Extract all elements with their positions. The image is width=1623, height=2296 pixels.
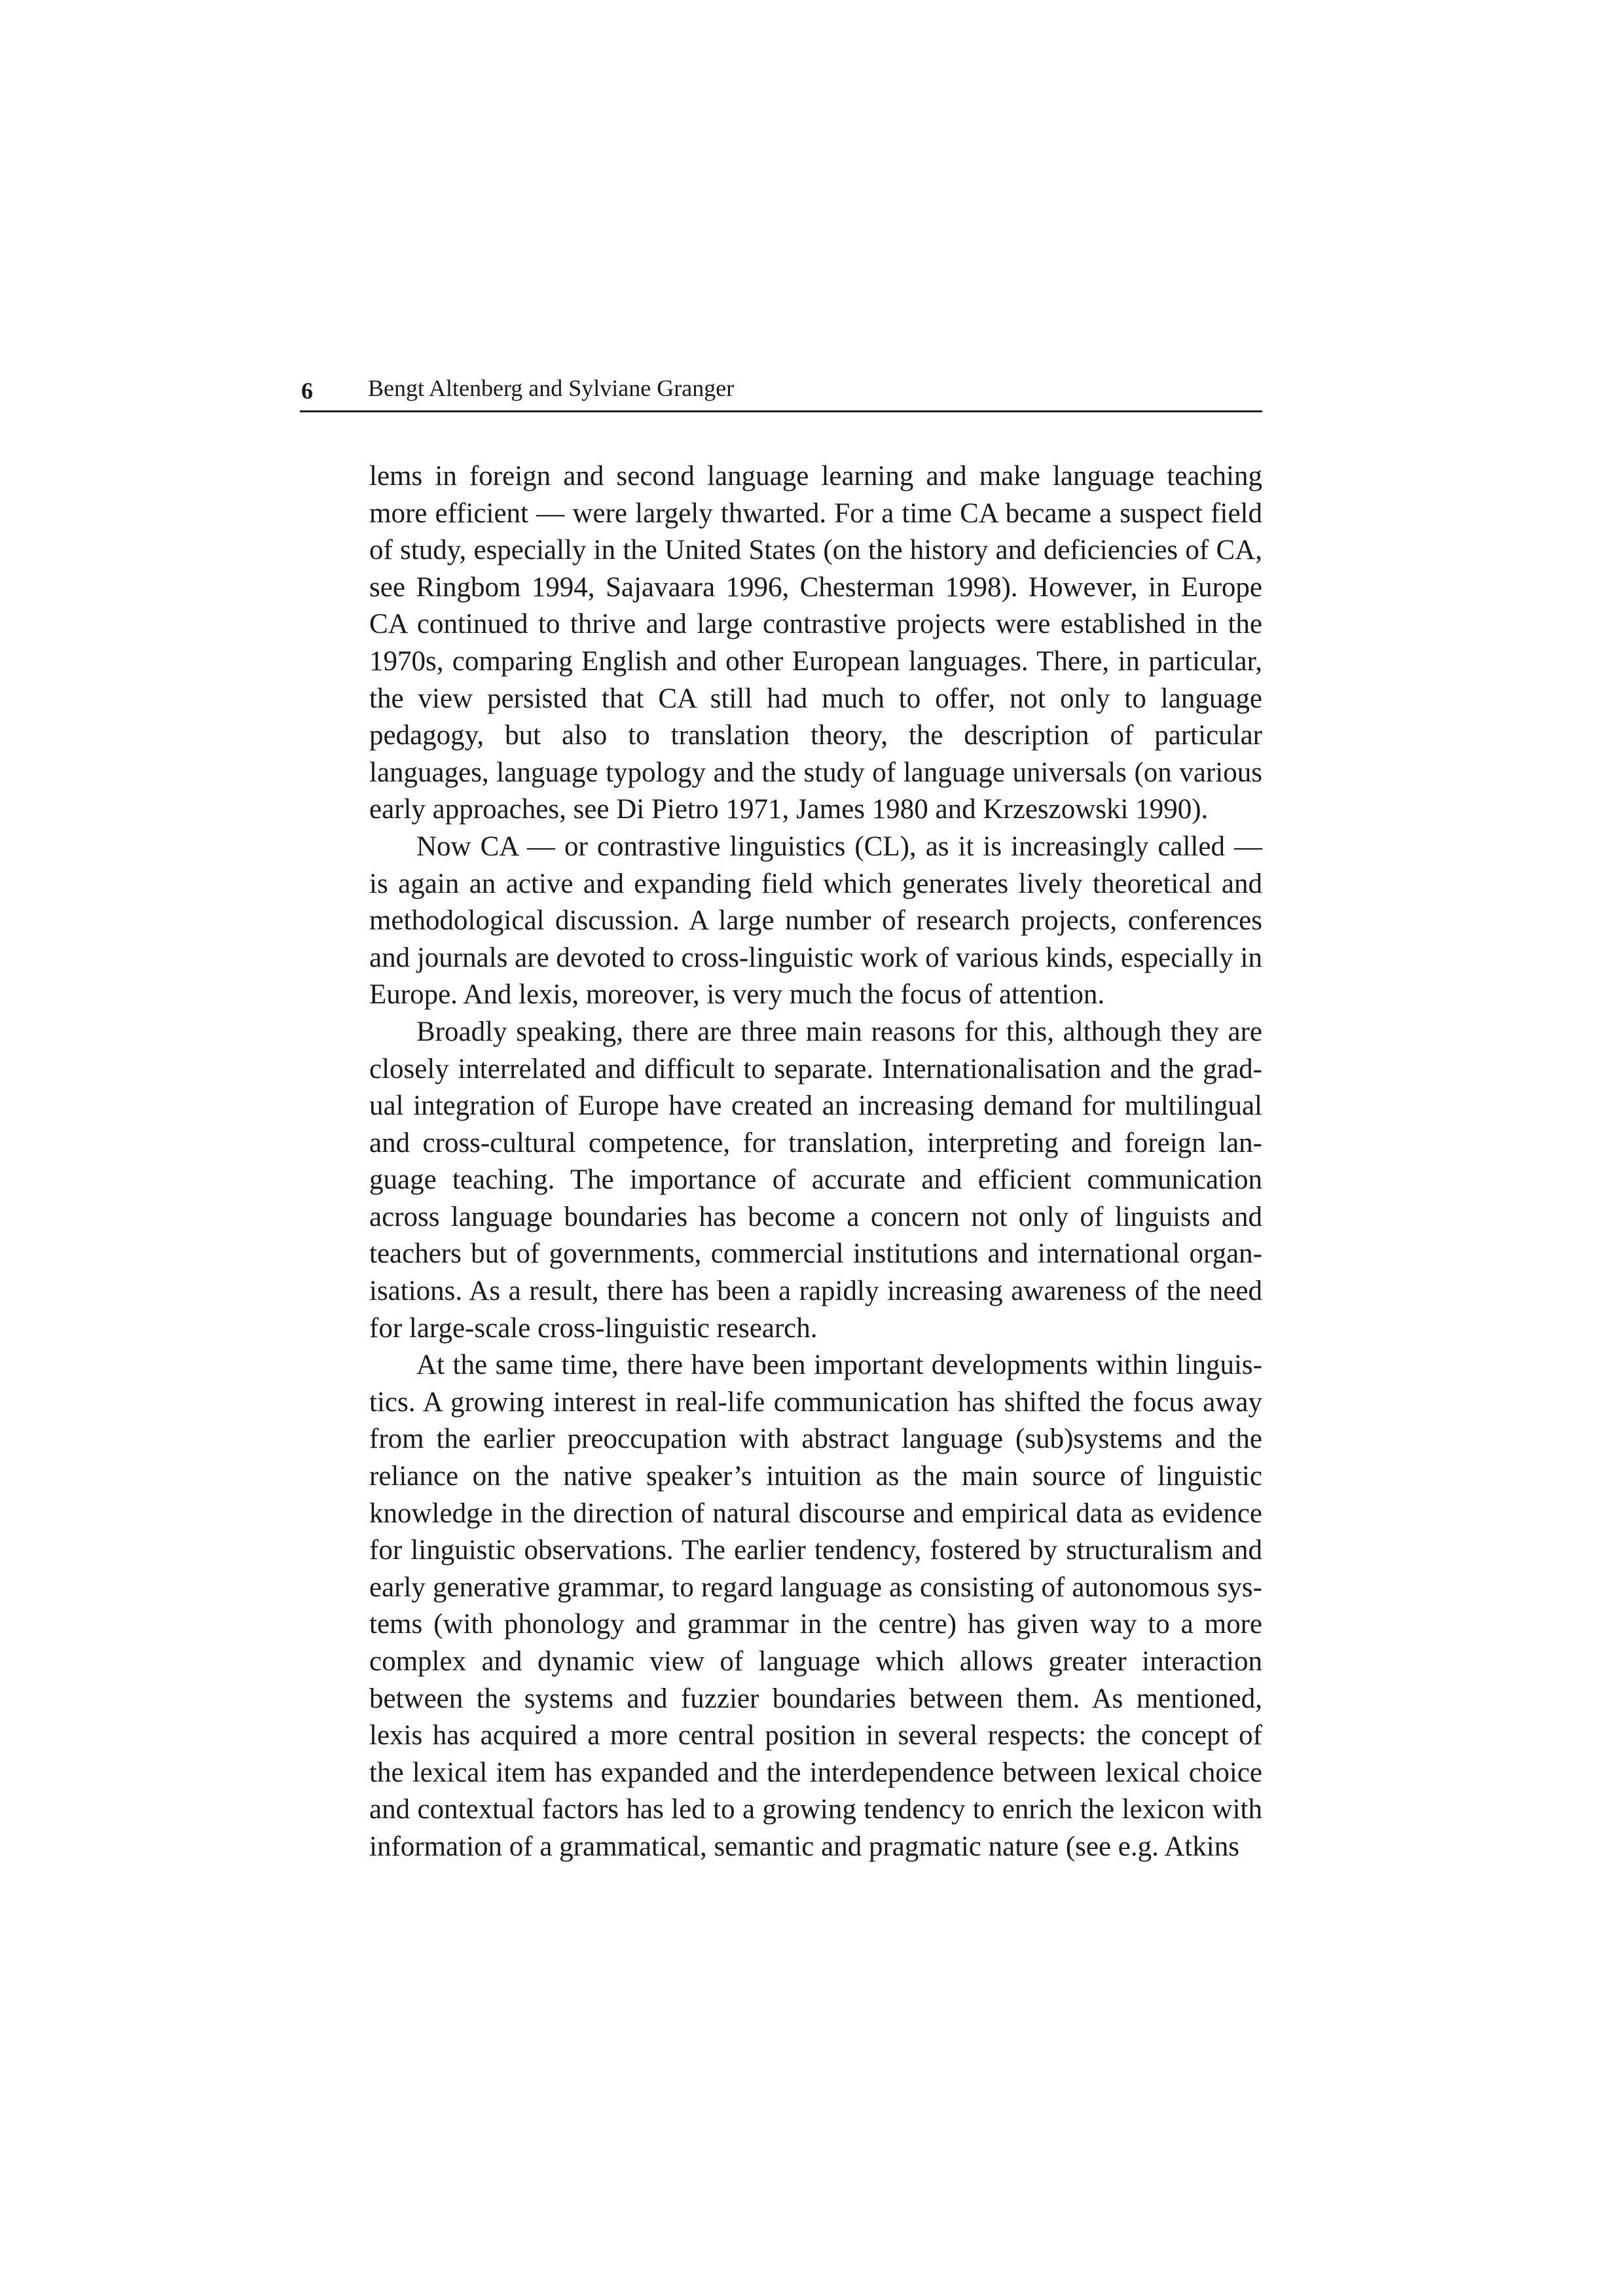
paragraph-2: Now CA — or contrastive linguistics (CL), as it is increasingly called — is again an active and expanding field which generates lively theoretical and methodological discussion. A large number of research projects, conferences and journals are devoted to cross-linguistic work of various kinds, especially in Europe. And lexis, moreover, is very much the focus of attention. [369, 831, 1262, 1011]
body-text [369, 458, 1262, 1866]
running-head [300, 368, 1262, 412]
paragraph-4: At the same time, there have been important developments within linguistics. A growing interest in real-life communication has shifted the focus away from the earlier preoccupation with abstract language (sub)systems and the reliance on the native speaker’s intuition as the main source of linguistic knowledge in the direction of natural discourse and empirical data as evidence for linguistic observations. The earlier tendency, fostered by structuralism and early generative grammar, to regard language as consisting of autonomous systems (with phonology and grammar in the centre) has given way to a more complex and dynamic view of language which allows greater interaction between the systems and fuzzier boundaries between them. As mentioned, lexis has acquired a more central position in several respects: the concept of the lexical item has expanded and the interdependence between lexical choice and contextual factors has led to a growing tendency to enrich the lexicon with information of a grammatical, semantic and pragmatic nature (see e.g. Atkins [369, 1350, 1262, 1862]
paragraph-1: lems in foreign and second language learning and make language teaching more efficient — were largely thwarted. For a time CA became a suspect field of study, especially in the United States (on the history and deficiencies of CA, see Ringbom 1994, Sajavaara 1996, Chesterman 1998). However, in Europe CA continued to thrive and large contrastive projects were established in the 1970s, comparing English and other European languages. There, in particular, the view persisted that CA still had much to offer, not only to language pedagogy, but also to translation theory, the description of particular languages, language typology and the study of language universals (on various early approaches, see Di Pietro 1971, James 1980 and Krzeszowski 1990). [369, 461, 1262, 825]
page-number: 6 [301, 378, 313, 404]
paragraph-3: Broadly speaking, there are three main reasons for this, although they are closely interrelated and difficult to separate. Internationalisation and the gradual integration of Europe have created an increasing demand for multilingual and cross-cultural competence, for translation, interpreting and foreign language teaching. The importance of accurate and efficient communication across language boundaries has become a concern not only of linguists and teachers but of governments, commercial institutions and international organisations. As a result, there has been a rapidly increasing awareness of the need for large-scale cross-linguistic research. [369, 1016, 1262, 1344]
running-title: Bengt Altenberg and Sylviane Granger [368, 375, 735, 401]
